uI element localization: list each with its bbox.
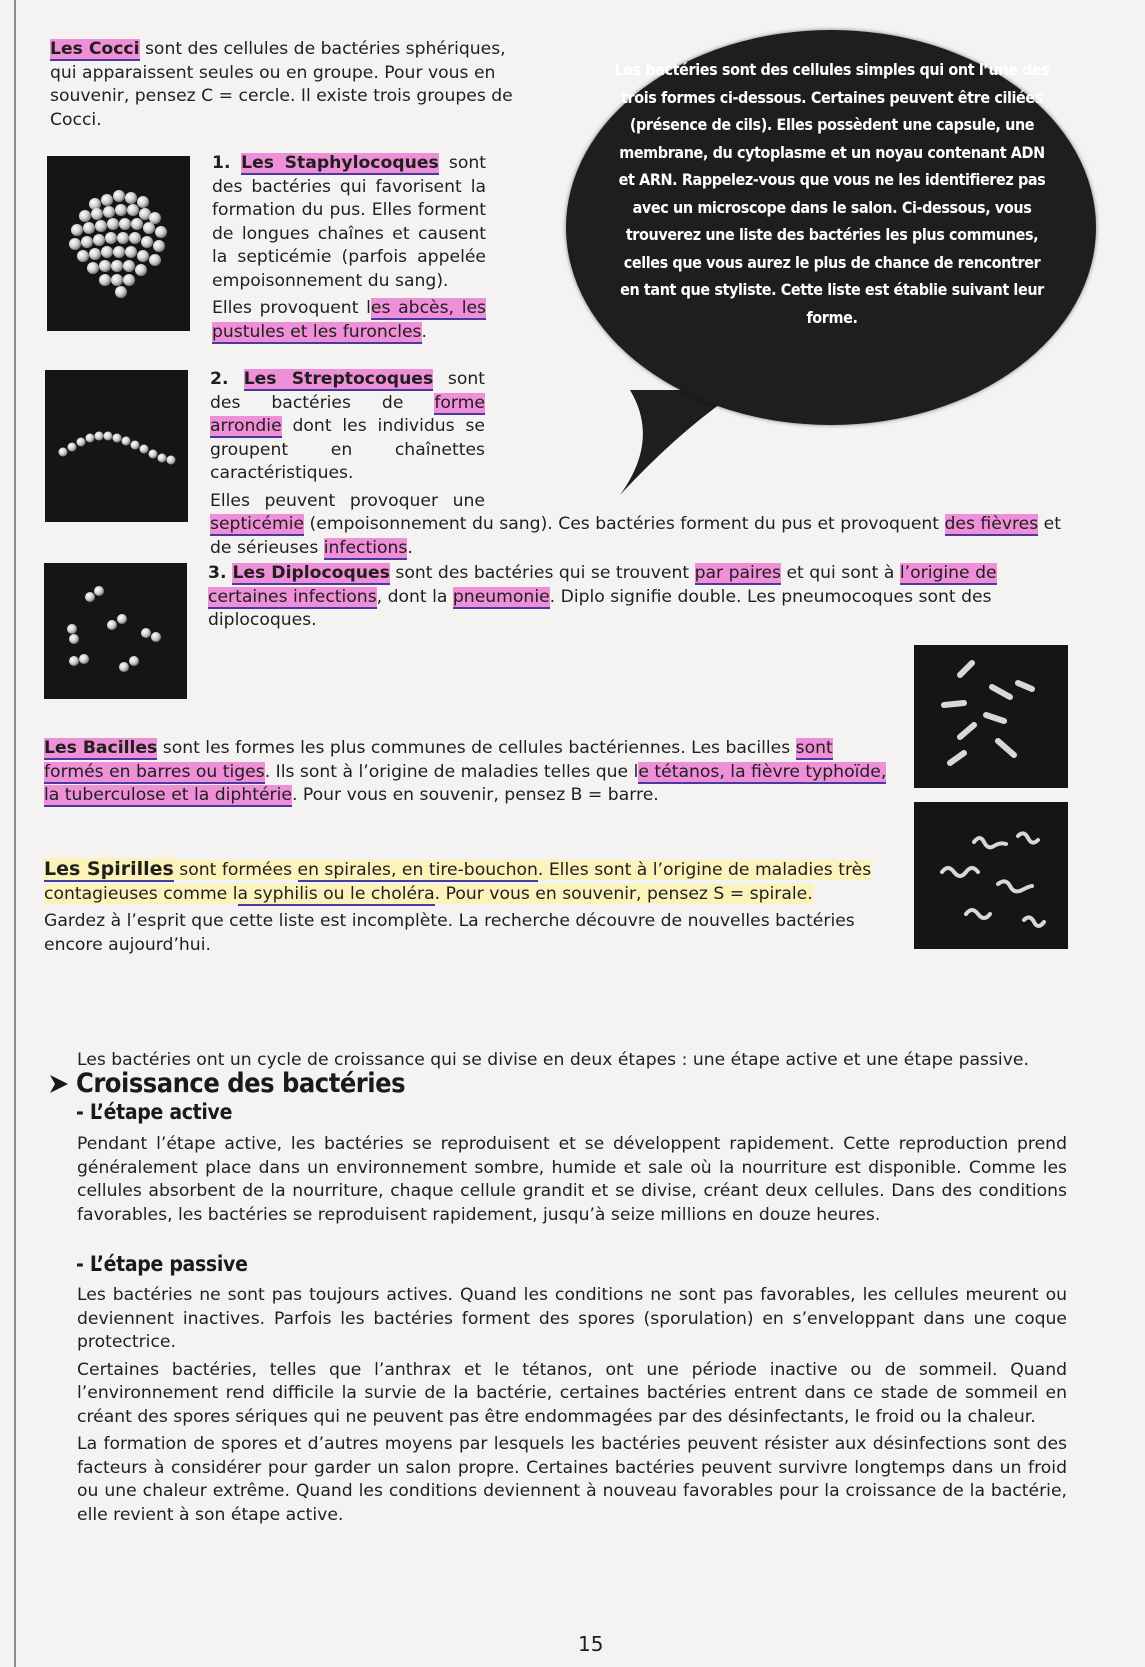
spirilles-shape: en spirales, en tire-bouchon bbox=[297, 860, 538, 880]
diplocoques-text-b: et qui sont à bbox=[781, 563, 900, 583]
diplococcus-pairs-drawing bbox=[44, 563, 187, 699]
streptocoques-fievres: des fièvres bbox=[944, 514, 1039, 534]
bacilles-shape: sont formés en barres ou tiges bbox=[44, 738, 833, 782]
streptocoques-text2b: (empoisonnement du sang). Ces bactéries forment du pus et provoquent bbox=[304, 514, 945, 534]
diplocoques-paragraph bbox=[208, 562, 1074, 633]
active-stage-title: - L’étape active bbox=[76, 1100, 233, 1124]
diplocoques-paires: par paires bbox=[694, 563, 782, 583]
diplocoques-text-c: , dont la bbox=[376, 586, 453, 607]
staphylocoques-number: 1. bbox=[212, 153, 242, 173]
spirilles-block bbox=[44, 858, 904, 957]
streptocoques-text2c: et de sérieuses bbox=[210, 514, 1061, 558]
cocci-paragraph bbox=[50, 38, 520, 132]
staphylocoques-title: Les Staphylocoques bbox=[241, 153, 439, 173]
staphylocoques-text2b: . bbox=[421, 321, 427, 342]
spirilla-image bbox=[914, 802, 1068, 949]
streptocoques-block bbox=[210, 368, 1072, 560]
passive-stage-title: - L’étape passive bbox=[76, 1252, 248, 1276]
cocci-title: Les Cocci bbox=[50, 39, 140, 59]
diplocoques-number: 3. bbox=[208, 563, 233, 583]
spirilles-title: Les Spirilles bbox=[44, 858, 174, 880]
streptocoques-text1a: sont des bactéries de bbox=[210, 369, 485, 413]
diplocoques-pneumonie: pneumonie bbox=[452, 586, 550, 607]
croissance-intro: Les bactéries ont un cycle de croissance qui se divise en deux étapes : une étape active et une étape passive. bbox=[77, 1050, 1029, 1070]
passive-stage-block bbox=[77, 1284, 1067, 1527]
spirilla-spirals-drawing bbox=[914, 802, 1068, 949]
page-edge bbox=[14, 0, 16, 1667]
bacilli-rods-drawing bbox=[914, 645, 1068, 788]
streptocoques-infections: infections bbox=[323, 537, 408, 558]
diplococcus-image bbox=[44, 563, 187, 699]
bacilles-diseases: e tétanos, la fièvre typhoïde, la tuberculose et la diphtérie bbox=[44, 761, 887, 805]
staphylocoques-text1: sont des bactéries qui favorisent la formation du pus. Elles forment de longues chaînes et causent la septicémie (parfois appelée empoisonnement du sang). bbox=[212, 153, 486, 291]
bacilles-text-a: sont les formes les plus communes de cellules bactériennes. Les bacilles bbox=[157, 738, 796, 758]
streptocoques-shape: forme arrondie bbox=[210, 392, 485, 436]
croissance-heading-text: Croissance des bactéries bbox=[76, 1068, 406, 1099]
spirilles-diseases: a syphilis ou le choléra bbox=[237, 883, 435, 904]
croissance-heading bbox=[48, 1068, 405, 1099]
diplocoques-title: Les Diplocoques bbox=[232, 563, 390, 583]
diplocoques-text-a: sont des bactéries qui se trouvent bbox=[389, 563, 695, 583]
diplocoques-text-d: . Diplo signifie double. Les pneumocoques sont des diplocoques. bbox=[208, 586, 992, 630]
streptocoques-septicemie: septicémie bbox=[210, 514, 305, 534]
streptocoques-text2d: . bbox=[407, 537, 413, 558]
info-bubble-text: Les bactéries sont des cellules simples qui ont l’une des trois formes ci-dessous. Certaines peuvent être ciliées (présence de cils). Elles possèdent une capsule, une membrane, du cytoplasme et un noyau contenant ADN et ARN. Rappelez-vous que vous ne les identifierez pas avec un microscope dans le salon. Ci-dessous, vous trouverez une liste des bactéries les plus communes, celles que vous aurez le plus de chance de rencontrer en tant que styliste. Cette liste est établie suivant leur forme. bbox=[614, 60, 1050, 327]
streptococcus-image bbox=[45, 370, 188, 522]
bacilles-text-c: . Pour vous en souvenir, pensez B = barre. bbox=[291, 785, 659, 805]
streptocoques-text1b: dont les individus se groupent en chaînettes caractéristiques. bbox=[210, 416, 485, 483]
spirilles-text-c: . Pour vous en souvenir, pensez S = spirale. bbox=[434, 883, 813, 904]
streptococcus-chain-drawing bbox=[45, 370, 188, 522]
diplocoques-infections: l’origine de certaines infections bbox=[208, 563, 997, 607]
page-number: 15 bbox=[578, 1632, 604, 1656]
bacilles-text-b: . Ils sont à l’origine de maladies telles que l bbox=[264, 761, 639, 782]
streptocoques-number: 2. bbox=[210, 369, 244, 389]
staphylococcus-image bbox=[47, 156, 190, 331]
bacilles-paragraph bbox=[44, 737, 894, 808]
bacilles-title: Les Bacilles bbox=[44, 738, 158, 758]
staphylocoques-text2a: Elles provoquent l bbox=[212, 298, 371, 318]
staphylocoques-block bbox=[212, 152, 486, 344]
spirilles-text-b: . Elles sont à l’origine de maladies très contagieuses comme l bbox=[44, 860, 872, 904]
staphylocoques-diseases: es abcès, les pustules et les furoncles bbox=[212, 298, 486, 342]
streptocoques-title: Les Streptocoques bbox=[243, 369, 434, 389]
spirilles-note: Gardez à l’esprit que cette liste est incomplète. La recherche découvre de nouvelles bactéries encore aujourd’hui. bbox=[44, 911, 855, 955]
staphylococcus-cluster-drawing bbox=[47, 156, 190, 331]
bacilli-image bbox=[914, 645, 1068, 788]
streptocoques-text2a: Elles peuvent provoquer une bbox=[210, 490, 485, 511]
bleed-through-area bbox=[840, 700, 841, 701]
cocci-text: sont des cellules de bactéries sphériques, qui apparaissent seules ou en groupe. Pour vous en souvenir, pensez C = cercle. Il existe trois groupes de Cocci. bbox=[50, 39, 513, 130]
passive-stage-p3: La formation de spores et d’autres moyens par lesquels les bactéries peuvent résister aux désinfections sont des facteurs à considérer pour garder un salon propre. Certaines bactéries peuvent survivre longtemps dans un froid ou une chaleur extrême. Quand les conditions deviennent à nouveau favorables pour la croissance de la bactérie, elle revient à son étape active. bbox=[77, 1434, 1067, 1525]
active-stage-text: Pendant l’étape active, les bactéries se reproduisent et se développent rapidement. Cette reproduction prend généralement place dans un environnement sombre, humide et sale où la nourriture est disponible. Comme les cellules absorbent de la nourriture, chaque cellule grandit et se divise, créant deux cellules. Dans des conditions favorables, les bactéries se reproduisent rapidement, jusqu’à seize millions en douze heures. bbox=[77, 1134, 1067, 1225]
passive-stage-p1: Les bactéries ne sont pas toujours actives. Quand les conditions ne sont pas favorables, les cellules meurent ou deviennent inactives. Parfois les bactéries forment des spores (sporulation) en s’enveloppant dans une coque protectrice. bbox=[77, 1285, 1067, 1352]
spirilles-text-a: sont formées bbox=[173, 860, 298, 880]
passive-stage-p2: Certaines bactéries, telles que l’anthrax et le tétanos, ont une période inactive ou de sommeil. Quand l’environnement rend difficile la survie de la bactérie, certaines bactéries entrent dans ce stade de sommeil en créant des spores sériques qui ne peuvent pas être endommagées par des désinfectants, le froid ou la chaleur. bbox=[77, 1359, 1067, 1427]
arrow-right-icon bbox=[48, 1073, 70, 1095]
